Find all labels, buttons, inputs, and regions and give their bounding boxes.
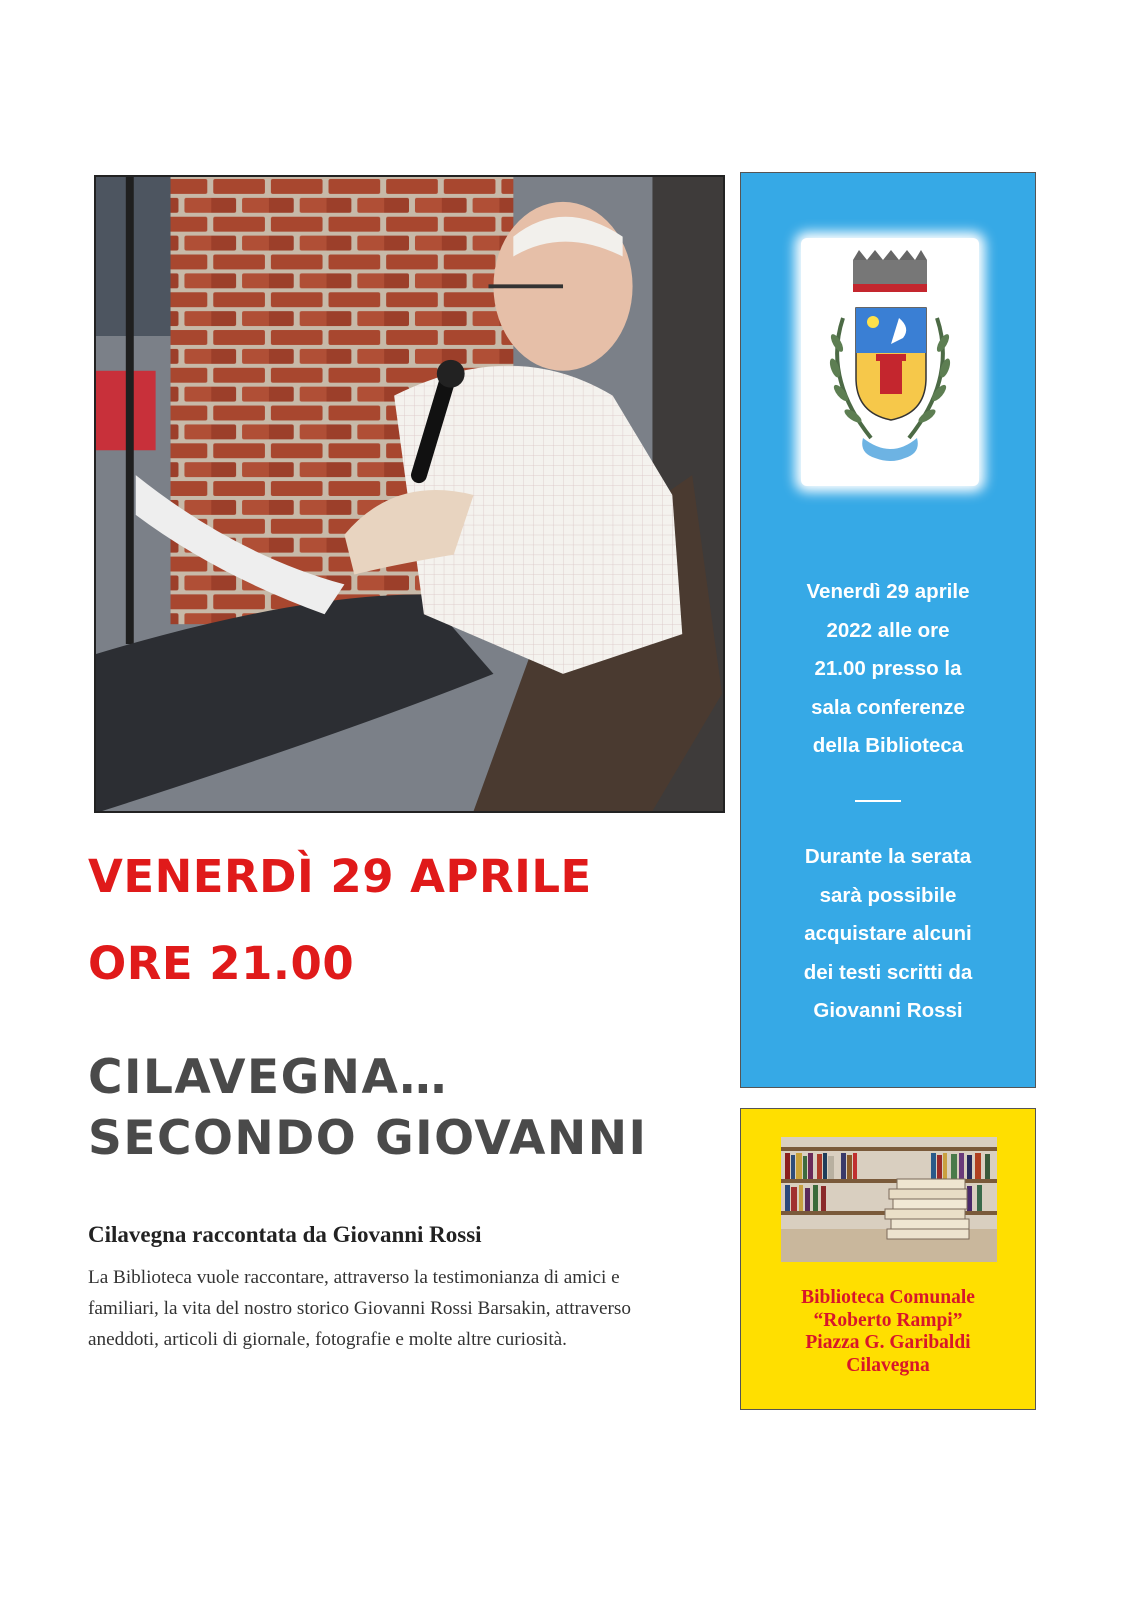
speaker-photo <box>94 175 725 813</box>
coat-of-arms-icon <box>801 238 979 486</box>
info-panel <box>740 172 1036 1088</box>
speaker-photo-illustration <box>96 177 723 811</box>
event-date-heading: VENERDÌ 29 APRILE <box>88 850 592 903</box>
event-title-line-2: SECONDO GIOVANNI <box>88 1111 648 1166</box>
event-description: La Biblioteca vuole raccontare, attraverso la testimonianza di amici e familiari, la vita del nostro storico Giovanni Rossi Barsakin, attraverso aneddoti, articoli di giornale, fotografie e molte altre curiosità. <box>88 1267 631 1350</box>
event-subtitle: Cilavegna raccontata da Giovanni Rossi <box>88 1222 482 1247</box>
bookshelf-icon <box>781 1137 997 1262</box>
event-title-line-1: CILAVEGNA… <box>88 1050 448 1105</box>
library-photo <box>781 1137 997 1262</box>
event-details-text: Venerdì 29 aprile 2022 alle ore 21.00 presso la sala conferenze della Biblioteca <box>806 580 970 757</box>
crest-frame <box>801 238 979 486</box>
book-sale-text: Durante la serata sarà possibile acquistare alcuni dei testi scritti da Giovanni Rossi <box>803 845 973 1022</box>
event-time-heading: ORE 21.00 <box>88 937 355 990</box>
library-address: Biblioteca Comunale “Roberto Rampi” Piazza G. Garibaldi Cilavegna <box>801 1287 975 1376</box>
library-panel <box>740 1108 1036 1410</box>
panel-divider <box>855 800 901 802</box>
